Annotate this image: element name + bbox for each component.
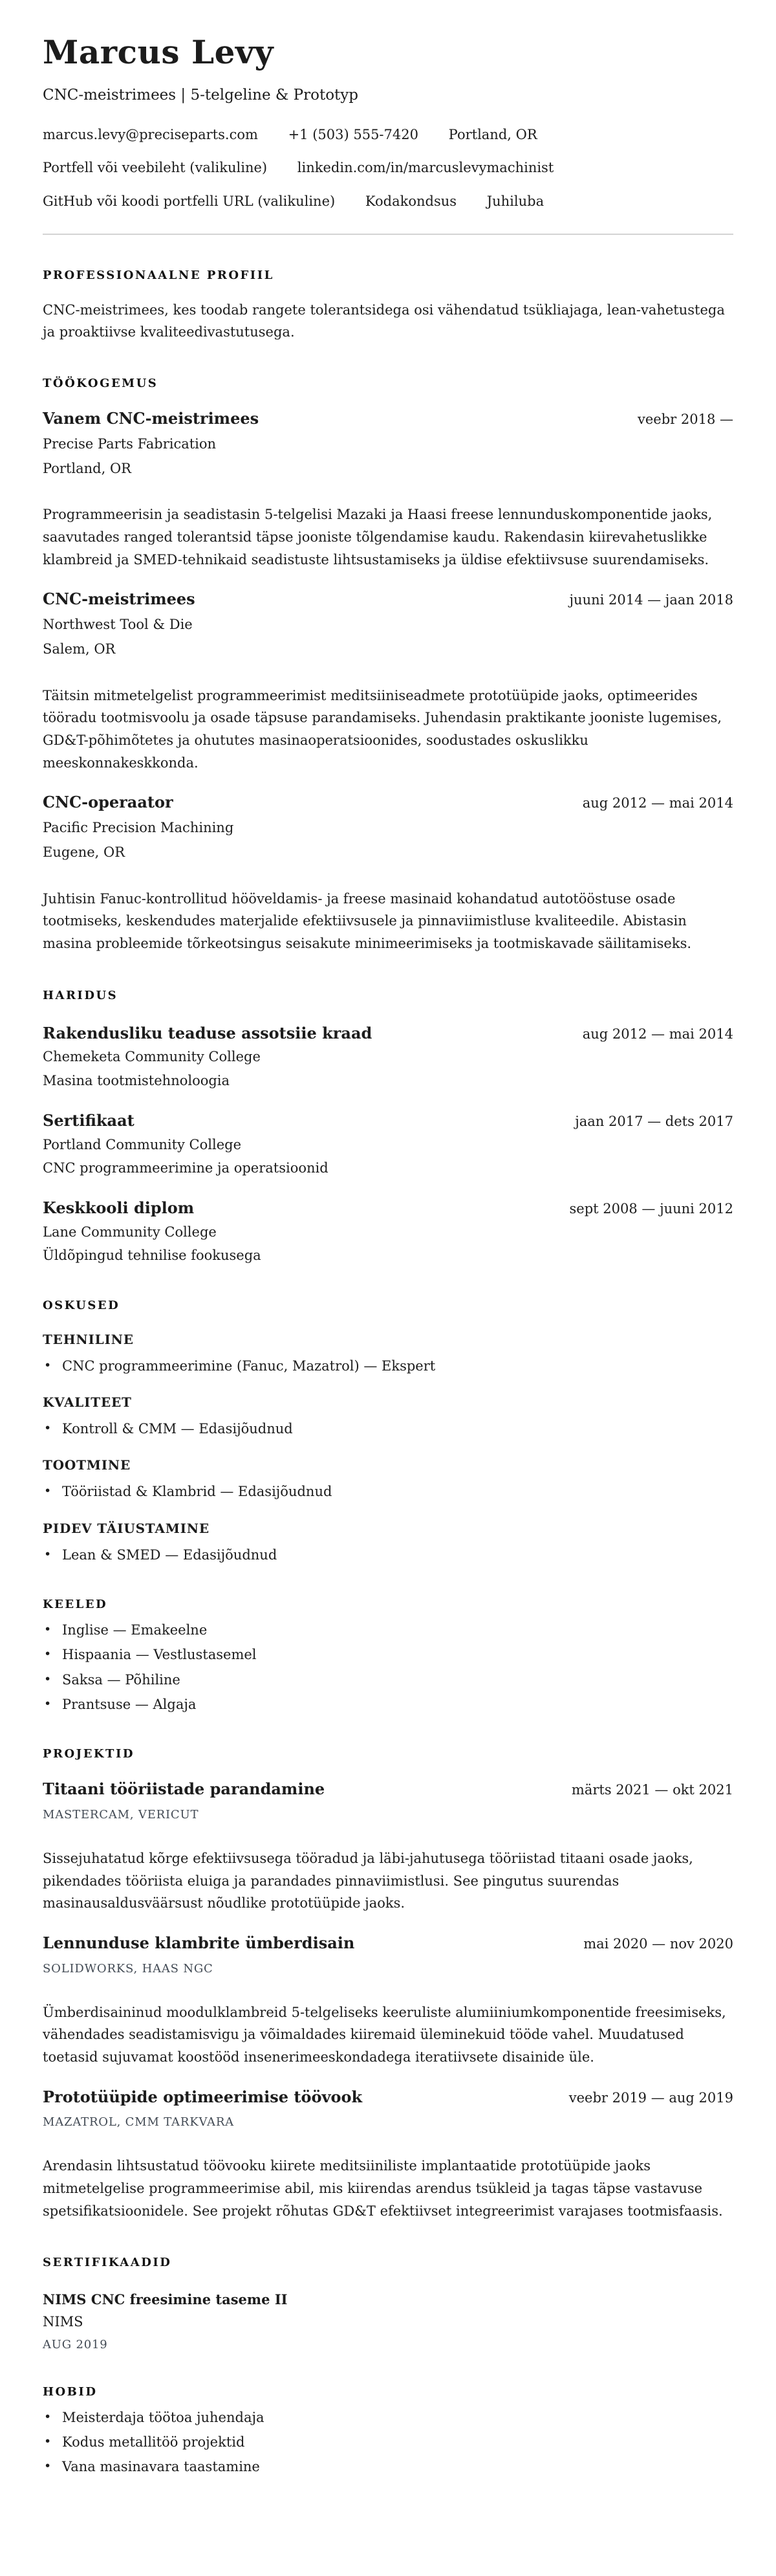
job-title: CNC-meistrimees xyxy=(43,589,195,609)
project-description: Arendasin lihtsustatud töövooku kiirete meditsiiniliste implantaatide prototüüpide jaoks mitmetelgelise programmeerimise abil, mis kiirendas arendus tsükleid ja tagas täpse vastavuse spetsifikatsioonidele. See projekt rõhutas GD&T efektiivset integreerimist varajases tootmisfaasis. xyxy=(43,2158,723,2219)
project-name: Prototüüpide optimeerimise töövook xyxy=(43,2087,363,2106)
citizenship-text: Kodakondsus xyxy=(365,193,457,209)
contact-row-1 xyxy=(43,126,733,144)
project-dates: märts 2021 — okt 2021 xyxy=(571,1782,733,1798)
email-text: marcus.levy@preciseparts.com xyxy=(43,127,258,143)
project-tools: MAZATROL, CMM TARKVARA xyxy=(43,2115,234,2130)
education-degree: Rakendusliku teaduse assotsiie kraad xyxy=(43,1023,372,1042)
hobby-item: • Vana masinavara taastamine xyxy=(43,2458,733,2476)
education-field: Masina tootmistehnoloogia xyxy=(43,1072,230,1088)
header-divider xyxy=(43,234,733,235)
linkedin-text: linkedin.com/in/marcuslevymachinist xyxy=(297,160,554,176)
contact-row-2 xyxy=(43,159,733,177)
project-header xyxy=(43,1934,733,1953)
job-dates: juuni 2014 — jaan 2018 xyxy=(569,592,733,608)
skill-group-name: PIDEV TÄIUSTAMINE xyxy=(43,1520,210,1536)
certification-date: AUG 2019 xyxy=(43,2337,108,2351)
language-item: • Saksa — Põhiline xyxy=(43,1671,733,1689)
education-entry xyxy=(43,1024,733,1090)
project-tools: MASTERCAM, VERICUT xyxy=(43,1807,199,1822)
education-entry xyxy=(43,1112,733,1177)
section-heading-profile: PROFESSIONAALNE PROFIIL xyxy=(43,268,274,282)
skill-list xyxy=(43,1420,733,1438)
education-entry xyxy=(43,1199,733,1264)
skill-group-name: KVALITEET xyxy=(43,1394,132,1411)
job-description: Täitsin mitmetelgelist programmeerimist meditsiiniseadmete prototüüpide jaoks, optimeerides tööradu tootmisvoolu ja osade täpsuse parandamiseks. Juhendasin praktikante jooniste lugemises, GD&T-põhimõtetes ja ohututes masinaoperatsioonides, soodustades oskuslikku meeskonnakeskkonda. xyxy=(43,687,722,771)
section-languages xyxy=(43,1598,733,1713)
education-dates: sept 2008 — juuni 2012 xyxy=(569,1201,733,1217)
education-school: Portland Community College xyxy=(43,1136,242,1152)
project-dates: veebr 2019 — aug 2019 xyxy=(568,2089,733,2106)
location-text: Portland, OR xyxy=(448,127,537,143)
skill-list xyxy=(43,1358,733,1375)
language-item: • Inglise — Emakeelne xyxy=(43,1622,733,1639)
job-company: Precise Parts Fabrication xyxy=(43,435,217,452)
project-name: Lennunduse klambrite ümberdisain xyxy=(43,1933,355,1952)
job-dates: veebr 2018 — xyxy=(638,412,733,428)
project-dates: mai 2020 — nov 2020 xyxy=(583,1935,733,1952)
language-item: • Prantsuse — Algaja xyxy=(43,1696,733,1713)
job-header xyxy=(43,410,733,428)
section-projects xyxy=(43,1747,733,2222)
job-entry xyxy=(43,793,733,954)
project-description: Ümberdisaininud moodulklambreid 5-telgeliseks keeruliste alumiiniumkomponentide freesimiseks, vähendades seadistamisvigu ja võimaldades kiiremaid üleminekuid tööde vahel. Muudatused toetasid sujuvamat koostööd insenerimeeskondadega iteratiivsete disainide üle. xyxy=(43,2004,726,2065)
section-hobbies xyxy=(43,2385,733,2476)
professional-headline: CNC-meistrimees | 5-telgeline & Prototyp xyxy=(43,86,359,104)
education-header xyxy=(43,1199,733,1218)
job-description: Programmeerisin ja seadistasin 5-telgelisi Mazaki ja Haasi freese lennunduskomponentide jaoks, saavutades ranged tolerantsid täpse jooniste tõlgendamise kaudu. Rakendasin kiirevahetuslikke klambreid ja SMED-tehnikaid seadistuste lihtsustamiseks ja üldise efektiivsuse suurendamiseks. xyxy=(43,507,713,567)
skill-item: • Tööriistad & Klambrid — Edasijõudnud xyxy=(43,1483,733,1501)
skill-list xyxy=(43,1547,733,1564)
education-degree: Keskkooli diplom xyxy=(43,1198,195,1218)
contact-row-3 xyxy=(43,193,733,210)
hobby-list xyxy=(43,2409,733,2476)
education-field: Üldõpingud tehnilise fookusega xyxy=(43,1248,261,1264)
project-entry xyxy=(43,1934,733,2069)
project-entry xyxy=(43,2088,733,2223)
project-entry xyxy=(43,1780,733,1915)
skill-group-name: TEHNILINE xyxy=(43,1331,134,1347)
job-company: Pacific Precision Machining xyxy=(43,820,234,836)
project-description: Sissejuhatatud kõrge efektiivsusega tööradud ja läbi-jahutusega tööriistad titaani osade jaoks, pikendades tööriista eluiga ja parandades pinnaviimistlusi. See pingutus suurendas masinausaldusväärsust nõudlike prototüüpide jaoks. xyxy=(43,1850,693,1911)
github-placeholder-text: GitHub või koodi portfelli URL (valikuline) xyxy=(43,193,336,209)
education-degree: Sertifikaat xyxy=(43,1110,135,1130)
skill-group xyxy=(43,1332,733,1375)
job-location: Salem, OR xyxy=(43,641,116,657)
section-heading-experience: TÖÖKOGEMUS xyxy=(43,377,158,391)
phone-text: +1 (503) 555-7420 xyxy=(288,127,418,143)
project-tools: SOLIDWORKS, HAAS NGC xyxy=(43,1961,213,1976)
education-school: Lane Community College xyxy=(43,1224,217,1240)
skill-group xyxy=(43,1457,733,1501)
hobby-item: • Meisterdaja töötoa juhendaja xyxy=(43,2409,733,2427)
section-heading-certifications: SERTIFIKAADID xyxy=(43,2256,172,2270)
skill-item: • CNC programmeerimine (Fanuc, Mazatrol) — Ekspert xyxy=(43,1358,733,1375)
job-dates: aug 2012 — mai 2014 xyxy=(582,795,733,811)
skill-item: • Lean & SMED — Edasijõudnud xyxy=(43,1547,733,1564)
education-dates: jaan 2017 — dets 2017 xyxy=(575,1113,733,1129)
drivers-license-text: Juhiluba xyxy=(486,193,544,209)
person-name: Marcus Levy xyxy=(43,33,274,71)
skill-group-name: TOOTMINE xyxy=(43,1457,131,1473)
section-education xyxy=(43,989,733,1265)
education-header xyxy=(43,1112,733,1130)
section-heading-projects: PROJEKTID xyxy=(43,1747,135,1761)
education-field: CNC programmeerimine ja operatsioonid xyxy=(43,1160,329,1176)
section-experience xyxy=(43,377,733,955)
section-certifications xyxy=(43,2256,733,2351)
job-entry xyxy=(43,590,733,774)
section-profile xyxy=(43,269,733,343)
language-list xyxy=(43,1622,733,1713)
section-heading-hobbies: HOBID xyxy=(43,2384,98,2399)
job-location: Eugene, OR xyxy=(43,844,125,861)
job-location: Portland, OR xyxy=(43,461,131,477)
certification-issuer: NIMS xyxy=(43,2314,83,2330)
job-title: CNC-operaator xyxy=(43,793,173,812)
project-header xyxy=(43,1780,733,1799)
portfolio-placeholder-text: Portfell või veebileht (valikuline) xyxy=(43,160,268,176)
skill-list xyxy=(43,1483,733,1501)
education-header xyxy=(43,1024,733,1043)
hobby-item: • Kodus metallitöö projektid xyxy=(43,2434,733,2451)
skill-group xyxy=(43,1521,733,1564)
education-dates: aug 2012 — mai 2014 xyxy=(582,1026,733,1042)
section-heading-languages: KEELED xyxy=(43,1597,108,1611)
project-header xyxy=(43,2088,733,2107)
education-school: Chemeketa Community College xyxy=(43,1049,261,1065)
job-header xyxy=(43,590,733,609)
job-header xyxy=(43,793,733,812)
profile-summary: CNC-meistrimees, kes toodab rangete tolerantsidega osi vähendatud tsükliajaga, lean-vahetustega ja proaktiivse kvaliteedivastutusega. xyxy=(43,302,725,340)
language-item: • Hispaania — Vestlustasemel xyxy=(43,1646,733,1664)
section-heading-education: HARIDUS xyxy=(43,988,118,1002)
job-description: Juhtisin Fanuc-kontrollitud hööveldamis- ja freese masinaid kohandatud autotööstuse osade tootmiseks, keskendudes materjalide efektiivsusele ja pinnaviimistluse kvaliteedile. Abistasin masina probleemide tõrkeotsingus seisakute minimeerimiseks ja tootmiskavade säilitamiseks. xyxy=(43,890,692,951)
job-entry xyxy=(43,410,733,571)
skill-group xyxy=(43,1394,733,1438)
certification-name: NIMS CNC freesimine taseme II xyxy=(43,2291,288,2308)
certification-entry xyxy=(43,2291,733,2351)
section-skills xyxy=(43,1299,733,1564)
job-company: Northwest Tool & Die xyxy=(43,617,193,633)
skill-item: • Kontroll & CMM — Edasijõudnud xyxy=(43,1420,733,1438)
resume-header xyxy=(43,34,733,210)
job-title: Vanem CNC-meistrimees xyxy=(43,409,259,428)
project-name: Titaani tööriistade parandamine xyxy=(43,1779,325,1799)
section-heading-skills: OSKUSED xyxy=(43,1298,120,1312)
